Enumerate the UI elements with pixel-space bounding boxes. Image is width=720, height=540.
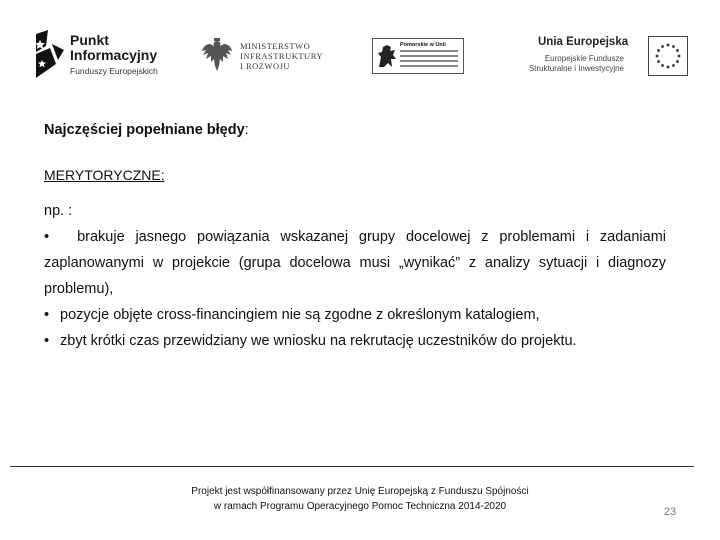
- bullet-marker: •: [44, 229, 50, 245]
- footer: [160, 484, 560, 514]
- griffin-icon: [376, 43, 398, 69]
- footer-line-1: Projekt jest współfinansowany przez Unię Europejską z Funduszu Spójności: [191, 486, 529, 497]
- intro-text: np. :: [44, 203, 73, 219]
- heading-colon: :: [244, 122, 249, 138]
- pomorskie-subtext: [400, 50, 458, 70]
- eu-subtitle: Europejskie Fundusze Strukturalne i Inwestycyjne: [528, 54, 624, 73]
- punkt-informacyjny-logo: [34, 28, 158, 84]
- eagle-emblem-icon: [200, 38, 234, 74]
- list-item-text: brakuje jasnego powiązania wskazanej grupy docelowej z problemami i zadaniami zaplanowanymi w projekcie (grupa docelowa musi „wynikać” z analizy sytuacji i diagnozy problemu),: [44, 229, 666, 297]
- slide-subheading: MERYTORYCZNE:: [44, 167, 165, 183]
- footer-line-2: w ramach Programu Operacyjnego Pomoc Techniczna 2014-2020: [213, 501, 507, 512]
- star-arrow-icon: [34, 30, 66, 82]
- eu-title: Unia Europejska: [538, 36, 629, 48]
- list-item: [44, 224, 666, 302]
- ministry-logo: [200, 38, 330, 74]
- list-item-text: pozycje objęte cross-financingiem nie są zgodne z określonym katalogiem,: [60, 307, 540, 323]
- list-item-text: zbyt krótki czas przewidziany we wniosku na rekrutację uczestników do projektu.: [60, 333, 577, 349]
- eu-logo: [522, 34, 690, 78]
- eu-flag-icon: [648, 36, 688, 76]
- bullet-marker: •: [44, 333, 50, 349]
- footer-divider: [10, 466, 694, 467]
- pomorskie-title: Pomorskie w Unii: [400, 42, 446, 48]
- pi-subtitle: Funduszy Europejskich: [70, 66, 158, 76]
- list-item: [44, 328, 666, 354]
- list-item: [44, 302, 666, 328]
- slide-heading: [44, 122, 249, 138]
- pi-title: Punkt Informacyjny: [70, 32, 158, 63]
- ministry-name: MINISTERSTWO INFRASTRUKTURY I ROZWOJU: [240, 41, 324, 71]
- logo-bar: [0, 0, 720, 90]
- bullet-marker: •: [44, 307, 50, 323]
- pomorskie-logo: [372, 38, 464, 74]
- page-number: 23: [663, 506, 677, 518]
- slide-body: [44, 198, 666, 354]
- heading-text: Najczęściej popełniane błędy: [44, 122, 245, 138]
